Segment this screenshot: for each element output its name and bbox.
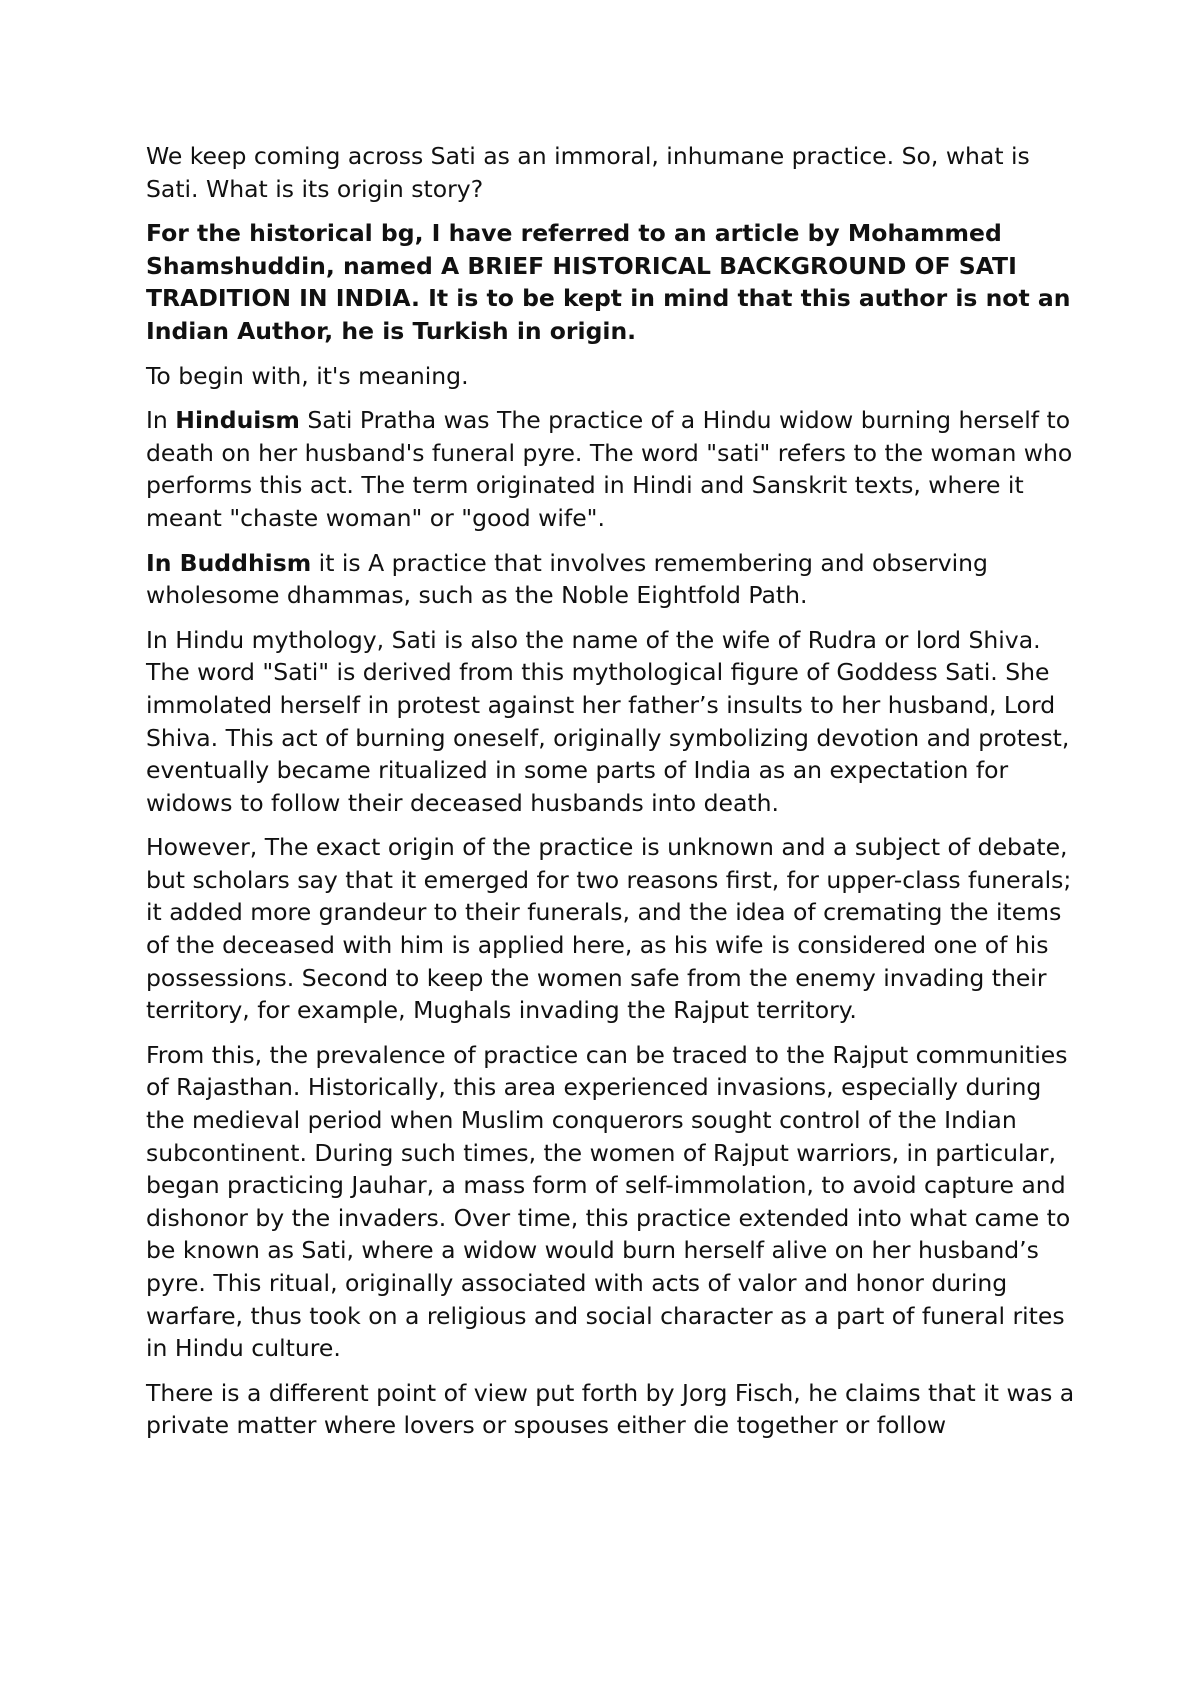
document-body (146, 140, 1076, 1454)
paragraph-jorg-fisch: There is a different point of view put forth by Jorg Fisch, he claims that it was a private matter where lovers or spouses either die together or follow (146, 1378, 1075, 1440)
paragraph-source-note: For the historical bg, I have referred to an article by Mohammed Shamshuddin, named A BRIEF HISTORICAL BACKGROUND OF SATI TRADITION IN INDIA. It is to be kept in mind that this author is not an Indian Author, he is Turkish in origin. (146, 219, 1071, 345)
paragraph-hinduism (146, 404, 1076, 534)
paragraph-rajput-history: From this, the prevalence of practice can be traced to the Rajput communities of Rajasthan. Historically, this area experienced invasions, especially during the medieval period when Muslim conquerors sought control of the Indian subcontinent. During such times, the women of Rajput warriors, in particular, began practicing Jauhar, a mass form of self-immolation, to avoid capture and dishonor by the invaders. Over time, this practice extended into what came to be known as Sati, where a widow would burn herself alive on her husband’s pyre. This ritual, originally associated with acts of valor and honor during warfare, thus took on a religious and social character as a part of funeral rites in Hindu culture. (146, 1040, 1071, 1363)
buddhism-bold-term: In Buddhism (146, 548, 312, 577)
hinduism-bold-term: Hinduism (175, 406, 300, 435)
paragraph-meaning-lead: To begin with, it's meaning. (146, 361, 469, 390)
paragraph-buddhism (146, 547, 1076, 612)
paragraph-mythology: In Hindu mythology, Sati is also the name of the wife of Rudra or lord Shiva. The word "Sati" is derived from this mythological figure of Goddess Sati. She immolated herself in protest against her father’s insults to her husband, Lord Shiva. This act of burning oneself, originally symbolizing devotion and protest, eventually became ritualized in some parts of India as an expectation for widows to follow their deceased husbands into death. (146, 625, 1070, 817)
hinduism-lead-text: In (146, 406, 176, 435)
paragraph-intro: We keep coming across Sati as an immoral, inhumane practice. So, what is Sati. What is its origin story? (146, 142, 1030, 203)
hinduism-body-text: Sati Pratha was The practice of a Hindu widow burning herself to death on her husband's funeral pyre. The word "sati" refers to the woman who performs this act. The term originated in Hindi and Sanskrit texts, where it meant "chaste woman" or "good wife". (146, 406, 1073, 532)
paragraph-origin-debate: However, The exact origin of the practice is unknown and a subject of debate, but scholars say that it emerged for two reasons first, for upper-class funerals; it added more grandeur to their funerals, and the idea of cremating the items of the deceased with him is applied here, as his wife is considered one of his possessions. Second to keep the women safe from the enemy invading their territory, for example, Mughals invading the Rajput territory. (146, 833, 1072, 1025)
buddhism-body-text: it is A practice that involves remembering and observing wholesome dhammas, such as the Noble Eightfold Path. (146, 548, 988, 610)
